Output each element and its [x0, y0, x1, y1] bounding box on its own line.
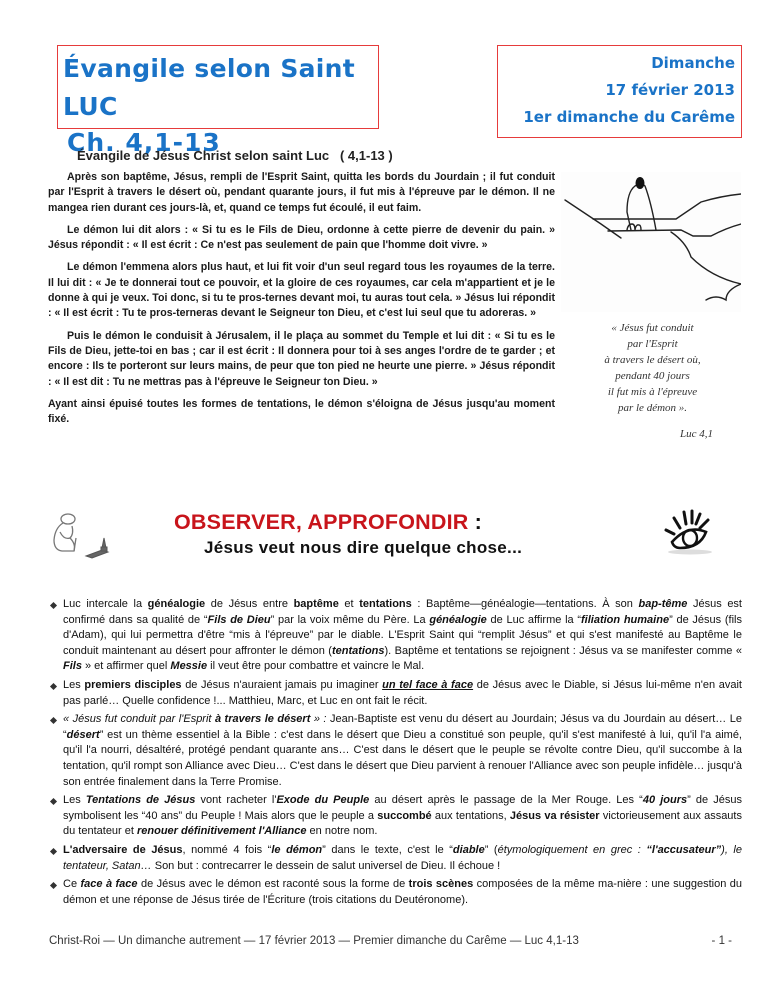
list-item-text: baptême [293, 598, 339, 610]
list-item-text: en notre nom. [306, 825, 378, 838]
list-item-text: « Jésus fut conduit par l'Esprit [63, 713, 215, 726]
list-item-text: bap-tême [638, 598, 688, 610]
list-item-text: tentations [359, 598, 412, 610]
list-item-text: et [338, 598, 360, 610]
list-item-text: généalogie [147, 598, 206, 610]
list-item-text: face à face [80, 878, 138, 891]
list-item-text: le démon [271, 843, 323, 856]
list-item [49, 597, 742, 675]
list-item-text: ” est un thème essentiel à la Bible : c'est dans le désert que Dieu a constitué son peuple, qu'il s'est manifesté à lui, qu'il l'a aimé, qu'il l'a nourri, désaltéré, protégé pendant quarante ans… C'est dans le désert que le peuple se révolte contre Dieu, qu'il succombe à la tentation, qu'il rompt son Alliance avec Dieu… C'est dans le désert que Dieu parvient à renouer l'Alliance avec son peuple infidèle… jusqu'à son entrée finalement dans la Terre Promise. [63, 728, 742, 788]
list-item-text: filiation humaine [581, 613, 670, 626]
list-item-text: ” de Jésus (fils d'Adam), qui lui permettra d'être “mis à l'épreuve” par le diable. L'Esprit Saint qui “remplit Jésus” et qui s'est manifesté au Baptême le conduit maintenant au désert pour affronter le démon ( [63, 613, 742, 657]
list-item-text: Son but : contrecarrer le dessein de salut universel de Dieu. Il échoue ! [151, 859, 501, 872]
list-item-text: Ce [63, 878, 81, 891]
caption-line: par le démon ». [617, 402, 688, 414]
list-item-text: trois scènes [408, 878, 474, 891]
list-item-text: victorieusement aux assauts du tentateur et [63, 809, 742, 838]
caption-reference: Luc 4,1 [680, 428, 713, 440]
list-item-text: tentations [331, 644, 385, 657]
gospel-paragraph: Le démon l'emmena alors plus haut, et lui fit voir d'un seul regard tous les royaumes de la terre. Il lui dit : « Je te donnerai tout ce pouvoir, et la gloire de ces royaumes, car cela m'appartient et je le donne à qui je veux. Toi donc, si tu te pros-ternes devant moi, tu auras tout cela. » Jésus lui répondit : « Il est écrit : Tu te pros-terneras devant le Seigneur ton Dieu, et c'est lui seul que tu adoreras. » [48, 261, 555, 320]
gospel-paragraph: Puis le démon le conduisit à Jérusalem, il le plaça au sommet du Temple et lui dit : « Si tu es le Fils de Dieu, jette-toi en bas ; car il est écrit : Il donnera pour toi à ses anges l'ordre de te garder ; et encore : Ils te porteront sur leurs mains, de peur que ton pied ne heurte une pierre. » Jésus répondit : « Il est dit : Tu ne mettras pas à l'épreuve le Seigneur ton Dieu. » [48, 329, 555, 388]
list-item [49, 793, 742, 840]
page-number: - 1 - [711, 935, 732, 947]
day-label: Dimanche [651, 54, 735, 72]
footer-text: Christ-Roi — Un dimanche autrement — 17 février 2013 — Premier dimanche du Carême — Luc 4,1-13 [49, 935, 579, 947]
list-item-text: ” ( [484, 843, 498, 856]
chapter-reference: Ch. 4,1-13 [67, 128, 221, 157]
list-item-text: de Jésus avec le Diable, si Jésus lui-même n'en avait pas parlé… Quelle confidence !... Matthieu, Marc, et Luc en ont fait le récit. [63, 678, 742, 707]
list-item-text: : Baptême—généalogie—tentations. À son [411, 598, 639, 610]
list-item-text: » : [310, 713, 327, 726]
gospel-closing: Ayant ainsi épuisé toutes les formes de tentations, le démon s'éloigna de Jésus jusqu'au moment fixé. [48, 397, 555, 426]
list-item-text: ” de Jésus symbolisent les “40 ans” du Peuple ! Mais alors que le peuple a [63, 794, 742, 822]
gospel-paragraph: Après son baptême, Jésus, rempli de l'Esprit Saint, quitta les bords du Jourdain ; il fut conduit par l'Esprit à travers le désert où, pendant quarante jours, il fut mis à l'épreuve par le démon. Il ne mangea rien durant ces jours-là, et, quand ce temps fut écoulé, il eut faim. [48, 171, 555, 214]
section-title [174, 510, 482, 535]
list-item-text: Les [63, 794, 86, 807]
caption-line: il fut mis à l'épreuve [607, 386, 698, 398]
caption-line: par l'Esprit [627, 338, 678, 350]
gospel-text [48, 170, 555, 434]
list-item-text: ). Baptême et tentations se rejoignent : Jésus va se manifester comme « [384, 644, 742, 657]
list-item-text: 40 jours [642, 794, 688, 807]
list-item-text: succombé [377, 809, 432, 822]
list-item-text: étymologiquement en grec : [497, 843, 647, 856]
list-item [49, 678, 742, 709]
list-item-text: » et affirmer quel [81, 660, 171, 673]
list-item-text: ), le tentateur, Satan… [63, 843, 742, 872]
eye-hand-icon [660, 508, 720, 556]
section-subtitle: Jésus veut nous dire quelque chose... [204, 538, 523, 557]
date-label: 17 février 2013 [605, 81, 735, 99]
list-item-text: un tel face à face [382, 678, 474, 691]
list-item-text: premiers disciples [84, 678, 182, 691]
list-item-text: de Jésus n'auraient jamais pu imaginer [181, 678, 383, 691]
list-item-text: Jésus est confirmé dans sa qualité de “ [63, 598, 742, 626]
list-item-text: Messie [170, 660, 208, 673]
caption-line: à travers le désert où, [604, 354, 701, 366]
list-item-text: Jean-Baptiste est venu du désert au Jourdain; Jésus va du Jourdain au désert… Le “ [63, 713, 743, 741]
list-item-text: désert [66, 728, 100, 741]
reader-meditating-icon [50, 510, 120, 560]
list-item-text: Fils [63, 660, 82, 673]
section-title-text: OBSERVER, APPROFONDIR [174, 510, 469, 534]
list-item-text: généalogie [429, 613, 487, 626]
list-item-text: renouer définitivement l'Alliance [137, 825, 307, 838]
section-title-colon: : [468, 510, 483, 534]
jesus-in-desert-illustration [561, 172, 741, 312]
list-item-text: , nommé 4 fois “ [182, 843, 272, 856]
document-title: Évangile selon Saint LUC [63, 54, 356, 121]
liturgical-label: 1er dimanche du Carême [523, 108, 735, 126]
list-item [49, 877, 742, 908]
list-item-text: composées de la même ma-nière : une suggestion du démon et une réponse de Jésus tirée de l'Écriture (trois citations du Deutéronome). [63, 878, 743, 906]
gospel-paragraph: Le démon lui dit alors : « Si tu es le Fils de Dieu, ordonne à cette pierre de devenir du pain. » Jésus répondit : « Il est écrit : Ce n'est pas seulement de pain que l'homme doit vivre. » [48, 223, 555, 252]
list-item-text: Les [63, 678, 85, 691]
list-item-text: Luc intercale la [63, 598, 148, 610]
list-item-text: au désert après le passage de la Mer Rouge. Les “ [369, 794, 643, 807]
list-item-text: Exode du Peuple [276, 794, 370, 807]
list-item-text: vont racheter l' [195, 794, 277, 807]
gospel-heading: Évangile de Jésus Christ selon saint Luc ( 4,1-13 ) [77, 148, 393, 163]
list-item [49, 843, 742, 874]
list-item-text: Tentations de Jésus [85, 794, 196, 807]
list-item-text: de Jésus avec le démon est raconté sous la forme de [137, 878, 409, 891]
list-item-text: il veut être pour combattre et vaincre le Mal. [207, 660, 425, 673]
list-item-text: de Jésus entre [205, 598, 294, 610]
list-item [49, 712, 742, 790]
list-item-text: à travers le désert [214, 713, 311, 726]
list-item-text: “l'accusateur” [646, 843, 722, 856]
date-box [497, 45, 742, 138]
illustration-caption [585, 320, 720, 416]
list-item-text: diable [452, 843, 485, 856]
caption-line: pendant 40 jours [615, 370, 690, 382]
list-item-text: L'adversaire de Jésus [63, 843, 183, 856]
caption-line: « Jésus fut conduit [611, 322, 694, 334]
list-item-text: aux tentations, [431, 809, 510, 822]
list-item-text: Jésus va résister [509, 809, 600, 822]
page-footer [49, 935, 742, 947]
list-item-text: ” dans le texte, c'est le “ [322, 843, 453, 856]
list-item-text: Fils de Dieu [207, 613, 271, 626]
list-item-text: ” par la voix même du Père. La [270, 613, 430, 626]
list-item-text: de Luc affirme la “ [486, 613, 582, 626]
reflection-list [49, 597, 742, 911]
desert-drawing-icon [561, 172, 741, 312]
